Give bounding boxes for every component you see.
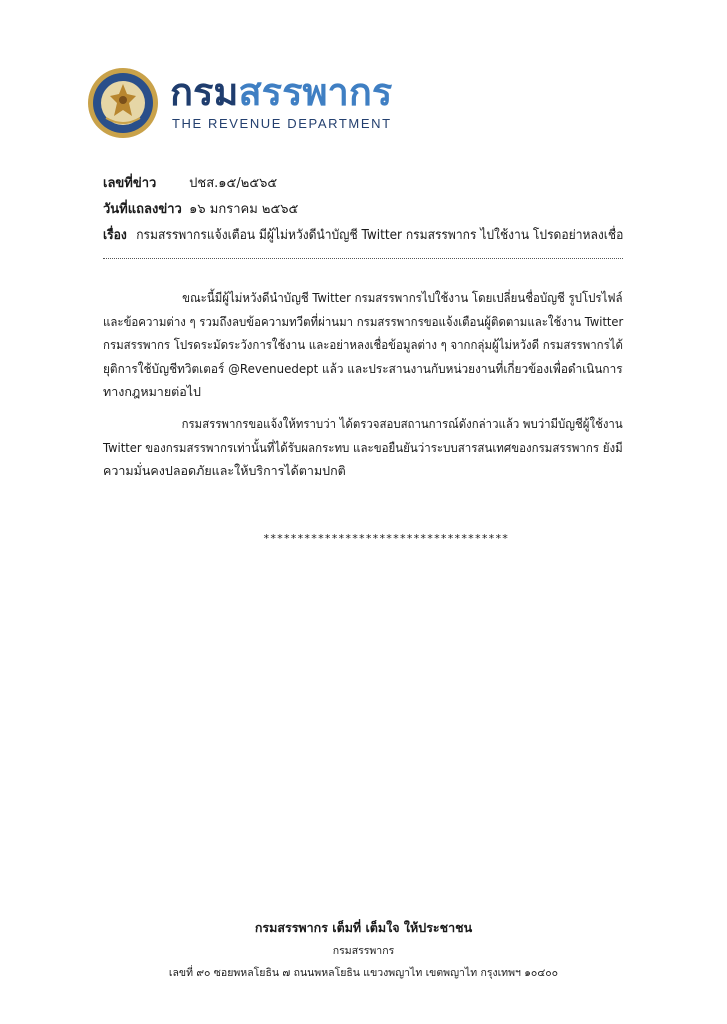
end-of-content-stars: ************************************ (263, 532, 509, 545)
news-number-row (103, 175, 277, 193)
paragraph-line: ความมั่นคงปลอดภัยและให้บริการได้ตามปกติ (103, 463, 346, 478)
letterhead (86, 66, 393, 146)
brand-thai: กรมสรรพากร (170, 70, 393, 114)
paragraph-line: กรมสรรพากรขอแจ้งให้ทราบว่า ได้ตรวจสอบสถานการณ์ดังกล่าวแล้ว พบว่ามีบัญชีผู้ใช้งาน (181, 416, 623, 431)
paragraph-line: และข้อความต่าง ๆ รวมถึงลบข้อความทวีตที่ผ่านมา กรมสรรพากรขอแจ้งเตือนผู้ติดตามและใช้งาน Twitter (103, 313, 624, 329)
date-row (103, 201, 298, 219)
paragraph-line: ยุติการใช้บัญชีทวิตเตอร์ @Revenuedept แล้ว และประสานงานกับหน่วยงานที่เกี่ยวข้องเพื่อดำเนินการ (103, 360, 623, 376)
footer-organization: กรมสรรพากร (332, 945, 395, 957)
date-label: วันที่แถลงข่าว (103, 202, 182, 217)
subject-label: เรื่อง (103, 228, 127, 243)
revenue-department-seal-icon (86, 66, 160, 140)
subject-row (103, 227, 623, 245)
subject-value: กรมสรรพากรแจ้งเตือน มีผู้ไม่หวังดีนำบัญชี Twitter กรมสรรพากร ไปใช้งาน โปรดอย่าหลงเชื่อ (136, 228, 624, 243)
paragraph-line: กรมสรรพากร โปรดระมัดระวังการใช้งาน และอย่าหลงเชื่อข้อมูลต่าง ๆ จากกลุ่มผู้ไม่หวังดี กรมสรรพากรได้ (103, 337, 623, 352)
news-number-value: ปชส.๑๕/๒๕๖๕ (189, 176, 278, 191)
paragraph-line: Twitter ของกรมสรรพากรเท่านั้นที่ได้รับผลกระทบ และขอยืนยันว่าระบบสารสนเทศของกรมสรรพากร ยังมี (103, 439, 623, 455)
footer-slogan: กรมสรรพากร เต็มที่ เต็มใจ ให้ประชาชน (254, 920, 473, 935)
news-number-label: เลขที่ข่าว (103, 176, 157, 191)
paragraph-1 (103, 286, 623, 404)
footer-address: เลขที่ ๙๐ ซอยพหลโยธิน ๗ ถนนพหลโยธิน แขวงพญาไท เขตพญาไท กรุงเทพฯ ๑๐๔๐๐ (168, 967, 559, 979)
paragraph-line: ขณะนี้มีผู้ไม่หวังดีนำบัญชี Twitter กรมสรรพากรไปใช้งาน โดยเปลี่ยนชื่อบัญชี รูปโปรไฟล์ (182, 290, 623, 305)
paragraph-2 (103, 412, 623, 483)
dotted-divider (103, 258, 623, 259)
date-value: ๑๖ มกราคม ๒๕๖๕ (189, 202, 299, 217)
brand-english: THE REVENUE DEPARTMENT (172, 116, 392, 131)
paragraph-line: ทางกฎหมายต่อไป (103, 384, 201, 399)
